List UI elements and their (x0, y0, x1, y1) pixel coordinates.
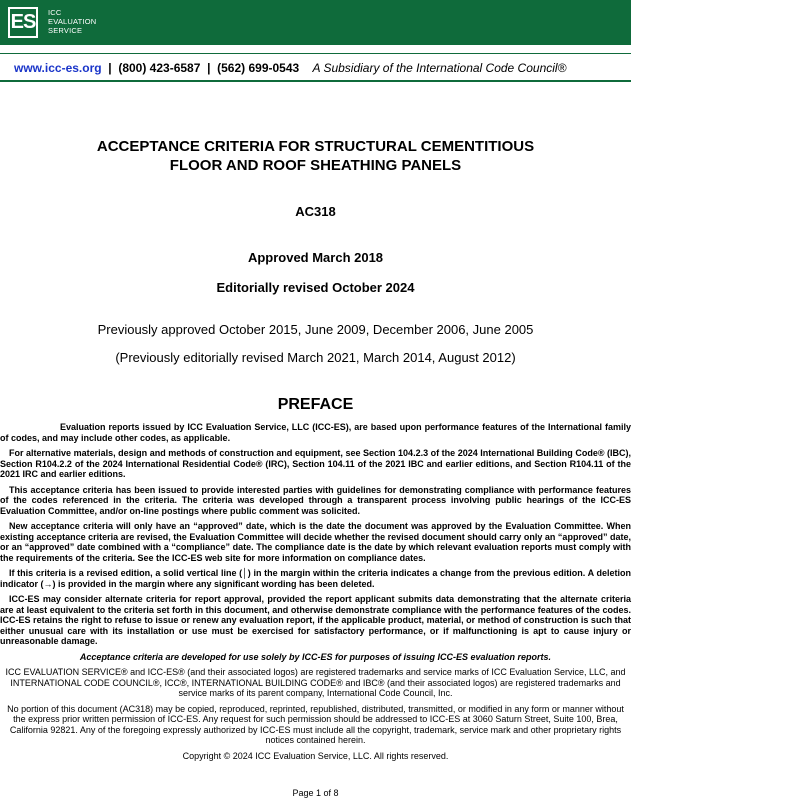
approved-date: Approved March 2018 (247, 250, 384, 265)
preface-heading: PREFACE (277, 396, 354, 413)
logo-wordmark (48, 8, 96, 35)
website-link[interactable]: www.icc-es.org (14, 61, 102, 75)
logo-line: EVALUATION (48, 17, 97, 26)
revised-date: Editorially revised October 2024 (216, 280, 415, 295)
logo-line: ICC (48, 8, 62, 17)
logo-line: SERVICE (48, 26, 83, 35)
copyright-line: Copyright © 2024 ICC Evaluation Service, LLC. All rights reserved. (182, 750, 449, 761)
document-title (0, 137, 631, 175)
trademark-notice: ICC EVALUATION SERVICE® and ICC-ES® (and their associated logos) are registered trademarks and service marks of ICC Evaluation Service, LLC, and INTERNATIONAL CODE COUNCIL®, ICC®, INTERNATIONAL BUILDING CODE® and IBC® (and their associated logos) are registered trademarks and service marks of its parent company, International Code Council, Inc. (5, 667, 626, 698)
title-line: ACCEPTANCE CRITERIA FOR STRUCTURAL CEMENTITIOUS (96, 138, 535, 155)
title-line: FLOOR AND ROOF SHEATHING PANELS (169, 157, 462, 174)
subsidiary-text: A Subsidiary of the International Code Council® (312, 61, 567, 75)
usage-note: Acceptance criteria are developed for use solely by ICC-ES for purposes of issuing ICC-ES evaluation reports. (79, 651, 552, 662)
header-divider-top (0, 53, 631, 54)
phone-number: (800) 423-6587 (118, 61, 201, 75)
header-divider-bottom (0, 80, 631, 82)
phone-number: (562) 699-0543 (217, 61, 300, 75)
preface-body (0, 422, 631, 766)
preface-paragraph: If this criteria is a revised edition, a solid vertical line (│) in the margin within the criteria indicates a change from the previous edition. A deletion indicator (→) is provided in the margin where any significant wording has been deleted. (0, 568, 631, 589)
document-code: AC318 (295, 204, 336, 219)
separator: | (108, 61, 112, 75)
icc-es-logo: ES (8, 7, 38, 38)
preface-paragraph: ICC-ES may consider alternate criteria for report approval, provided the report applicant submits data demonstrating that the alternate criteria are at least equivalent to the criteria set forth in this document, and otherwise demonstrate compliance with the performance features of the codes. ICC-ES retains the right to refuse to issue or renew any evaluation report, if the applicable product, material, or method of construction is such that either unusual care with its installation or use must be exercised for satisfactory performance, or if malfunctioning is apt to cause injury or unreasonable damage. (0, 594, 631, 646)
preface-paragraph: This acceptance criteria has been issued to provide interested parties with guidelines for demonstrating compliance with performance features of the codes referenced in the criteria. The criteria was developed through a transparent process involving public hearings of the ICC-ES Evaluation Committee, and/or on-line postings where public comment was solicited. (0, 484, 631, 516)
contact-bar (14, 61, 566, 75)
previously-approved: Previously approved October 2015, June 2009, December 2006, June 2005 (97, 322, 534, 337)
preface-paragraph: For alternative materials, design and methods of construction and equipment, see Section 104.2.3 of the 2024 International Building Code® (IBC), Section R104.2.2 of the 2024 International Residential Code® (IRC), Section 104.11 of the 2021 IBC and earlier editions, and Section R104.11 of the 2021 IRC and earlier editions. (0, 448, 631, 479)
header-banner (0, 0, 631, 45)
preface-paragraph: Evaluation reports issued by ICC Evaluation Service, LLC (ICC-ES), are based upon performance features of the International family of codes, and may include other codes, as applicable. (0, 422, 631, 443)
page-number: Page 1 of 8 (292, 788, 339, 798)
previously-revised: (Previously editorially revised March 2021, March 2014, August 2012) (115, 350, 516, 365)
preface-paragraph: New acceptance criteria will only have an “approved” date, which is the date the document was approved by the Evaluation Committee. When existing acceptance criteria are revised, the Evaluation Committee will decide whether the revised document should carry only an “approved” date, or an “approved” date combined with a “compliance” date. The compliance date is the date by which relevant evaluation reports must comply with the requirements of the criteria. See the ICC-ES web site for more information on compliance dates. (0, 521, 631, 563)
separator: | (207, 61, 211, 75)
copying-notice: No portion of this document (AC318) may be copied, reproduced, reprinted, republished, distributed, transmitted, or modified in any form or manner without the express prior written permission of ICC-ES. Any request for such permission should be addressed to ICC-ES at 3060 Saturn Street, Suite 100, Brea, California 92821. Any of the foregoing expressly authorized by ICC-ES must include all the copyright, trademark, service mark and other proprietary rights notices contained herein. (7, 703, 624, 745)
